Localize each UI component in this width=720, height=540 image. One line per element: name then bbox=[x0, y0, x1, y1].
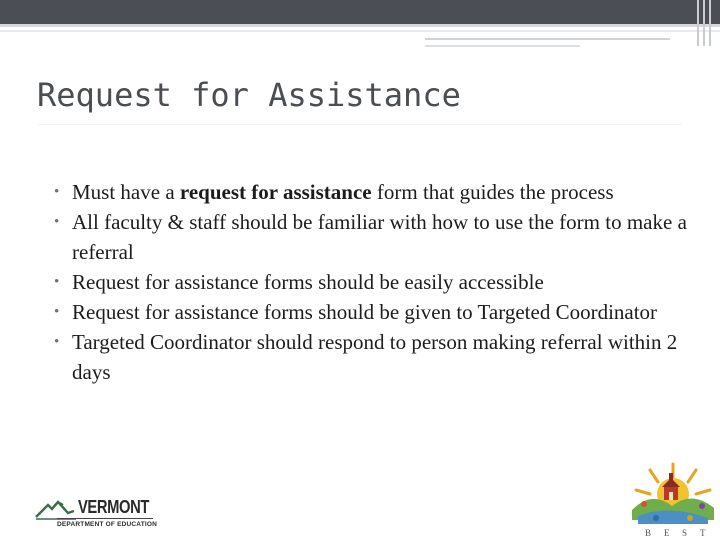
bullet-icon: • bbox=[54, 274, 60, 290]
bullet-list bbox=[54, 177, 694, 387]
vermont-doe-logo bbox=[34, 497, 158, 533]
schoolhouse-icon bbox=[628, 460, 718, 530]
bullet-text: form that guides the process bbox=[371, 180, 614, 204]
bullet-icon: • bbox=[54, 334, 60, 350]
top-bar-stripe bbox=[0, 24, 720, 27]
top-bar-vertical-line bbox=[709, 0, 711, 46]
bullet-item bbox=[54, 207, 694, 267]
vermont-logo-rule bbox=[57, 518, 153, 519]
title-divider bbox=[37, 124, 682, 125]
bullet-text: Request for assistance forms should be easily accessible bbox=[72, 270, 544, 294]
top-bar-vertical-line bbox=[697, 0, 699, 46]
top-decorative-bar bbox=[0, 0, 720, 46]
best-letter: B bbox=[645, 528, 652, 538]
top-bar-stripe bbox=[0, 30, 720, 32]
top-bar-stripe bbox=[425, 45, 580, 47]
best-logo bbox=[628, 460, 718, 540]
bullet-text-bold: request for assistance bbox=[179, 180, 372, 204]
bullet-item bbox=[54, 297, 694, 327]
bullet-text: Must have a bbox=[72, 180, 180, 204]
bullet-icon: • bbox=[54, 304, 60, 320]
vermont-wordmark: VERMONT bbox=[78, 497, 149, 517]
vermont-department-label: DEPARTMENT OF EDUCATION bbox=[57, 521, 158, 528]
bullet-item bbox=[54, 177, 694, 207]
best-letter: E bbox=[664, 528, 670, 538]
bullet-text: All faculty & staff should be familiar with how to use the form to make a referral bbox=[72, 210, 687, 264]
bullet-icon: • bbox=[54, 214, 60, 230]
bullet-icon: • bbox=[54, 184, 60, 200]
bullet-item bbox=[54, 267, 694, 297]
bullet-item bbox=[54, 327, 694, 387]
top-bar-stripe bbox=[425, 38, 670, 40]
slide-title: Request for Assistance bbox=[37, 76, 461, 114]
best-letter: S bbox=[682, 528, 688, 538]
bullet-text: Request for assistance forms should be given to Targeted Coordinator bbox=[72, 300, 658, 324]
bullet-text: Targeted Coordinator should respond to person making referral within 2 days bbox=[72, 330, 678, 384]
top-bar-band bbox=[0, 0, 720, 24]
best-letter: T bbox=[700, 528, 706, 538]
top-bar-vertical-line bbox=[703, 0, 705, 46]
